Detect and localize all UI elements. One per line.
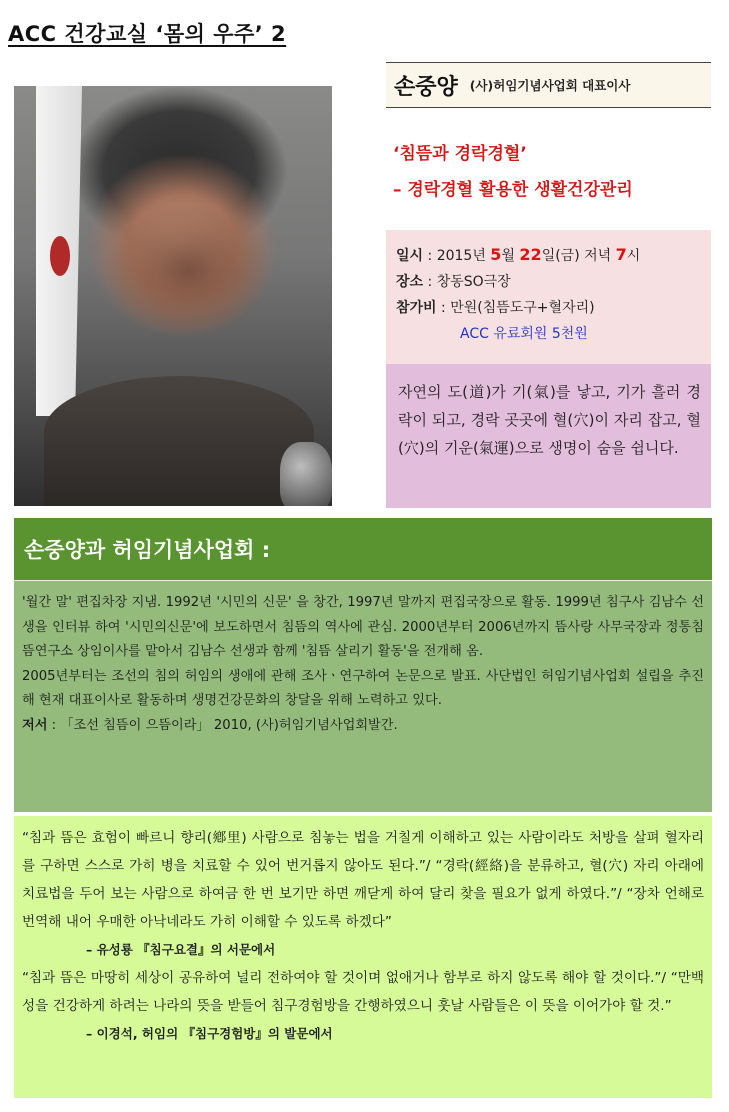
historical-quotes [14,816,712,1098]
speaker-box [386,62,711,108]
page-title: ACC 건강교실 ‘몸의 우주’ 2 [8,22,287,46]
date-day: 22 [519,245,542,264]
works-value: 「조선 침뜸이 으뜸이라」 2010, (사)허임기념사업회발간. [60,717,398,733]
quote-2-source: – 이경석, 허임의 『침구경험방』의 발문에서 [86,1026,333,1041]
date-row: 일시 : 2015년 5월 22일(금) 저녁 7시 [396,245,641,264]
lecture-title-line1: ‘침뜸과 경락경혈’ [393,144,527,164]
date-month: 5 [490,245,502,264]
bio-paragraph-2: 2005년부터는 조선의 침의 허임의 생애에 관해 조사ㆍ연구하여 논문으로 발표. 사단법인 허임기념사업회 설립을 추진해 현재 대표이사로 활동하며 생명건강문화의 창달을 위해 노력하고 있다. [22,668,704,708]
place-label: 장소 [396,274,424,290]
section-header: 손중양과 허임기념사업회 : [14,518,712,580]
works-label: 저서 [22,717,48,733]
speaker-name: 손중양 [394,74,458,100]
place-value: 창동SO극장 [436,274,511,290]
jacket-shape [44,376,314,506]
lecture-title-line2: – 경락경혈 활용한 생활건강관리 [393,180,633,200]
fee-label: 참가비 [396,300,437,316]
bio-box [14,580,712,812]
microphone-icon [280,442,332,506]
date-day-unit: 일(금) 저녁 [541,248,616,264]
quote-1-source: – 유성룡 『침구요결』의 서문에서 [86,942,276,957]
fee-member-row [396,321,701,347]
fee-value: 만원(침뜸도구+혈자리) [450,300,595,316]
flag-mark [50,236,70,276]
fee-member: ACC 유료회원 5천원 [460,326,588,342]
speaker-photo [14,86,332,506]
event-info [386,230,711,364]
bio-works: 저서 : 「조선 침뜸이 으뜸이라」 2010, (사)허임기념사업회발간. [22,717,398,733]
date-hour-unit: 시 [626,248,641,264]
date-label: 일시 [396,248,424,264]
date-month-unit: 월 [501,248,520,264]
date-hour: 7 [615,245,627,264]
philosophy-quote: 자연의 도(道)가 기(氣)를 낳고, 기가 흘러 경락이 되고, 경락 곳곳에 혈(穴)이 자리 잡고, 혈(穴)의 기운(氣運)으로 생명이 숨을 쉽니다. [386,364,711,508]
speaker-org: (사)허임기념사업회 대표이사 [469,78,631,93]
fee-row: 참가비 : 만원(침뜸도구+혈자리) [396,300,595,316]
place-row: 장소 : 창동SO극장 [396,274,511,290]
bio-paragraph-1: '월간 말' 편집차장 지냄. 1992년 '시민의 신문' 을 창간, 1997년 말까지 편집국장으로 활동. 1999년 침구사 김남수 선생을 인터뷰 하여 '시민의신문'에 보도하면서 침뜸의 역사에 관심. 2000년부터 2006년까지 뜸사랑 사무국장과 정통침뜸연구소 상임이사를 맡아서 김남수 선생과 함께 '침뜸 살리기 활동'을 전개해 옴. [22,595,704,659]
quote-2: “침과 뜸은 마땅히 세상이 공유하여 널리 전하여야 할 것이며 없애거나 함부로 하지 않도록 해야 할 것이다.”/ “만백성을 건강하게 하려는 나라의 뜻을 받들어 침구경험방을 간행하였으니 훗날 사람들은 이 뜻을 이어가야 할 것.” [22,970,704,1014]
date-prefix: 2015년 [436,248,491,264]
lecture-title [393,136,633,208]
quote-1: “침과 뜸은 효험이 빠르니 향리(鄕里) 사람으로 침놓는 법을 거칠게 이해하고 있는 사람이라도 처방을 살펴 혈자리를 구하면 스스로 가히 병을 치료할 수 있어 번거롭지 않아도 된다.”/ “경락(經絡)을 분류하고, 혈(穴) 자리 아래에 치료법을 두어 보는 사람으로 하여금 한 번 보기만 하면 깨닫게 하여 달리 찾을 필요가 없게 하였다.”/ “장차 언해로 번역해 내어 우매한 아낙네라도 가히 이해할 수 있도록 하겠다” [22,830,704,930]
